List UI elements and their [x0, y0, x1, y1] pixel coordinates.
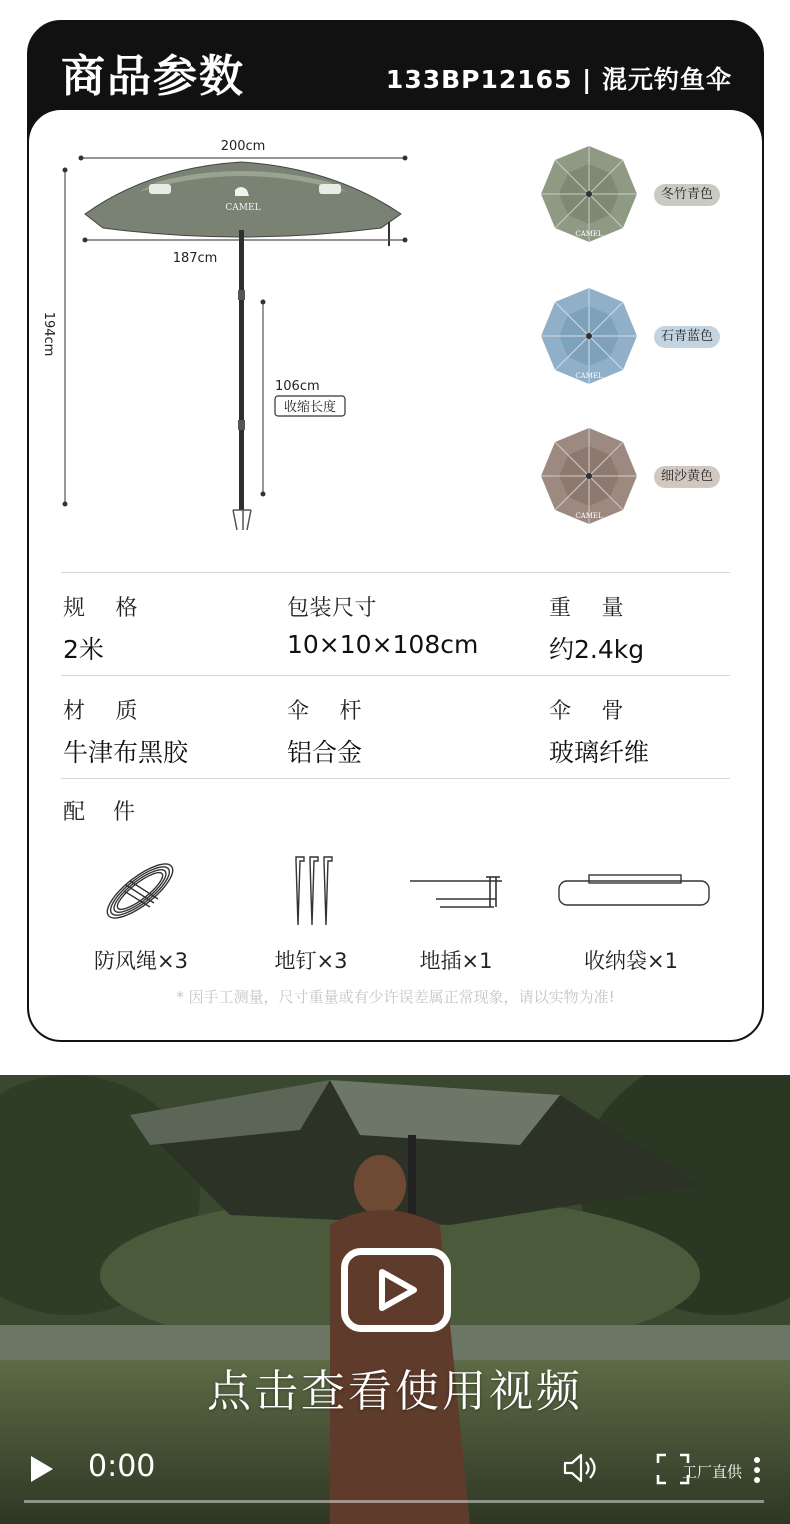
color-name: 细沙黄色 [654, 466, 720, 488]
svg-text:CAMEL: CAMEL [575, 512, 603, 520]
play-button[interactable] [341, 1248, 451, 1332]
spec-label: 规 格 [63, 596, 138, 621]
disclaimer: * 因手工测量，尺寸重量或有少许误差属正常现象，请以实物为准! [176, 988, 615, 1006]
watermark: 工厂直供 [682, 1463, 743, 1481]
card-header [29, 22, 762, 110]
accessory-stakes [241, 851, 381, 975]
svg-text:CAMEL: CAMEL [575, 230, 603, 238]
volume-icon[interactable] [562, 1452, 598, 1484]
spec-label: 伞 杆 [287, 699, 362, 724]
color-swatch-sand[interactable] [534, 422, 744, 534]
page-title: 商品参数 [61, 51, 245, 102]
umbrella-dimension-diagram [29, 110, 469, 550]
collapsed-length-label: 106cm [275, 379, 320, 394]
spec-value: 2米 [63, 635, 104, 664]
spec-value: 约2.4kg [549, 635, 645, 664]
svg-text:CAMEL: CAMEL [575, 372, 603, 380]
accessory-bag [551, 851, 711, 975]
accessory-ground-spike [386, 851, 526, 975]
more-options-icon[interactable] [752, 1456, 762, 1484]
spec-value: 玻璃纤维 [549, 738, 650, 767]
model-code: 133BP12165 | 混元钓鱼伞 [385, 65, 732, 94]
collapsed-length-caption: 收缩长度 [283, 400, 337, 415]
color-swatch-blue[interactable] [534, 282, 744, 394]
card-body [29, 110, 762, 1040]
spec-card [27, 20, 764, 1042]
rope-icon [96, 851, 186, 931]
video-time: 0:00 [88, 1449, 156, 1484]
umbrella-green-icon [534, 140, 644, 252]
accessories-title: 配 件 [63, 800, 135, 825]
accessory-rope [71, 851, 211, 975]
storage-bag-icon [551, 851, 711, 931]
spec-cell-size [63, 591, 138, 666]
accessories-section [61, 778, 730, 1009]
stake-icon [266, 851, 356, 931]
spec-label: 包装尺寸 [287, 596, 378, 621]
video-caption: 点击查看使用视频 [207, 1366, 583, 1417]
spec-label: 伞 骨 [549, 699, 624, 724]
spec-label: 重 量 [549, 596, 624, 621]
video-progress-bar[interactable] [24, 1500, 764, 1503]
play-control-icon[interactable] [28, 1454, 56, 1484]
spec-table [61, 572, 730, 1009]
spec-cell-pole [287, 694, 362, 769]
spec-row [61, 572, 730, 675]
spec-value: 铝合金 [287, 738, 363, 767]
accessory-label: 地钉×3 [274, 949, 348, 973]
top-width-label: 200cm [220, 139, 266, 154]
color-name: 冬竹青色 [654, 184, 720, 206]
play-icon [378, 1269, 418, 1311]
spec-cell-material [63, 694, 188, 769]
spec-value: 牛津布黑胶 [63, 738, 189, 767]
spec-cell-weight [549, 591, 644, 666]
accessory-label: 防风绳×3 [94, 949, 188, 973]
spec-row [61, 675, 730, 778]
height-label: 194cm [41, 311, 56, 357]
color-name: 石青蓝色 [654, 326, 720, 348]
spec-label: 材 质 [63, 699, 138, 724]
ground-spike-icon [406, 851, 506, 931]
umbrella-sand-icon [534, 422, 644, 534]
svg-text:CAMEL: CAMEL [225, 203, 261, 213]
umbrella-blue-icon [534, 282, 644, 394]
spec-cell-ribs [549, 694, 649, 769]
bottom-width-label: 187cm [172, 251, 218, 266]
accessory-label: 地插×1 [419, 949, 493, 973]
color-swatch-green[interactable] [534, 140, 744, 252]
spec-value: 10×10×108cm [287, 630, 479, 659]
spec-cell-package [287, 591, 478, 659]
accessory-label: 收纳袋×1 [584, 949, 678, 973]
